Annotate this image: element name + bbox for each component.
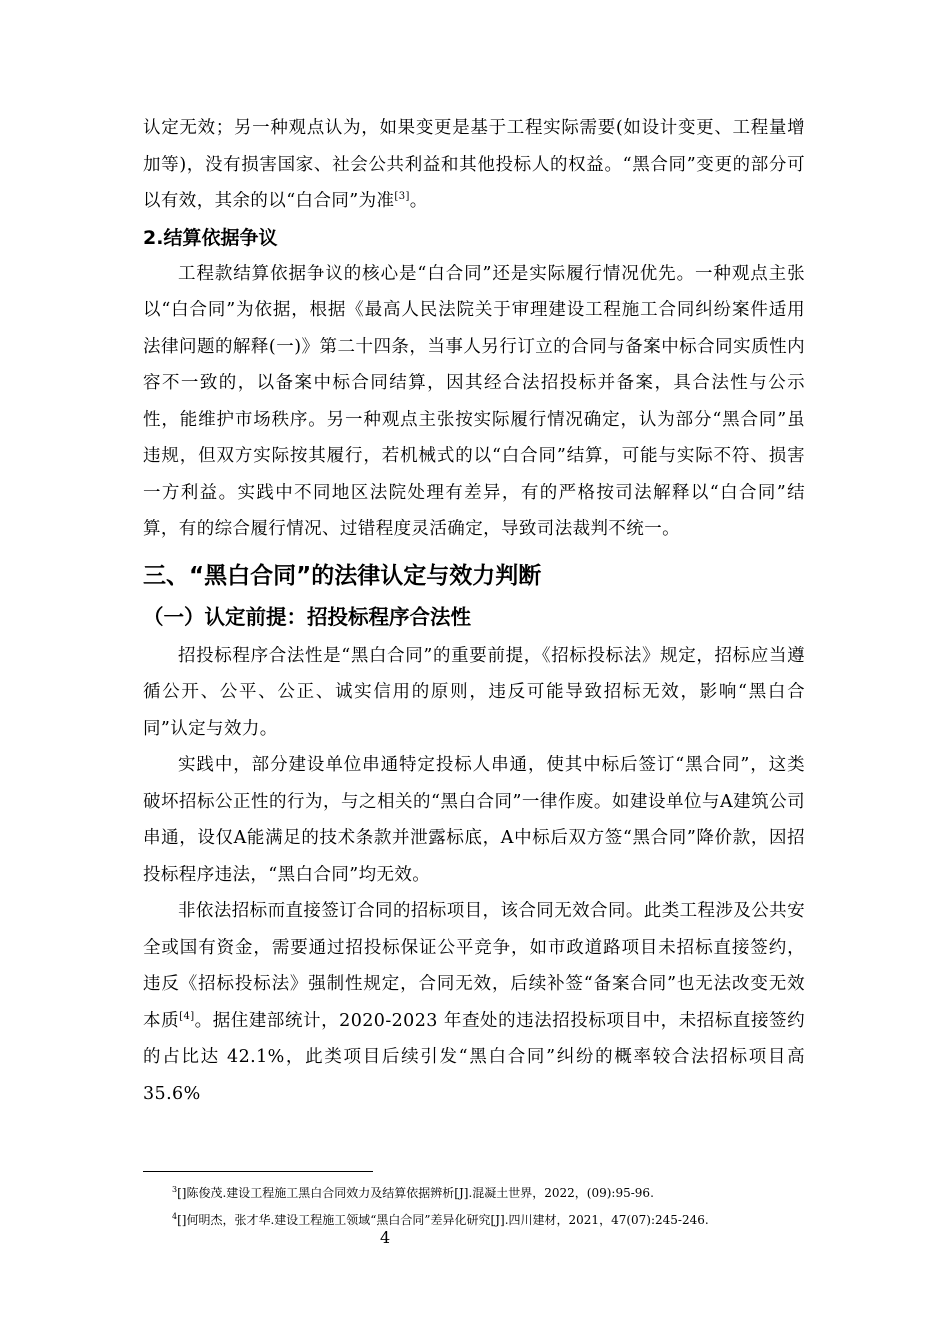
- footnote-text: []何明杰，张才华.建设工程施工领域“黑白合同”差异化研究[J].四川建材，2021，47(07):245-246.: [177, 1213, 709, 1227]
- paragraph: 招投标程序合法性是“黑白合同”的重要前提，《招标投标法》规定，招标应当遵循公开、公平、公正、诚实信用的原则，违反可能导致招标无效，影响“黑白合同”认定与效力。: [143, 645, 805, 739]
- section-heading: 三、“黑白合同”的法律认定与效力判断: [143, 562, 542, 589]
- subsection-heading: （一）认定前提：招投标程序合法性: [143, 604, 471, 629]
- footnote-number: 3: [172, 1185, 178, 1194]
- paragraph-text: 认定无效；另一种观点认为，如果变更是基于工程实际需要(如设计变更、工程量增加等)，没有损害国家、社会公共利益和其他投标人的权益。“黑合同”变更的部分可以有效，其余的以“白合同”为准: [143, 118, 805, 211]
- paragraph: 工程款结算依据争议的核心是“白合同”还是实际履行情况优先。一种观点主张以“白合同”为依据，根据《最高人民法院关于审理建设工程施工合同纠纷案件适用法律问题的解释(一)》第二十四条，当事人另行订立的合同与备案中标合同实质性内容不一致的，以备案中标合同结算，因其经合法招投标并备案，具合法性与公示性，能维护市场秩序。另一种观点主张按实际履行情况确定，认为部分“黑合同”虽违规，但双方实际按其履行，若机械式的以“白合同”结算，可能与实际不符、损害一方利益。实践中不同地区法院处理有差异，有的严格按司法解释以“白合同”结算，有的综合履行情况、过错程度灵活确定，导致司法裁判不统一。: [143, 263, 805, 539]
- footnote-number: 4: [172, 1212, 178, 1221]
- paragraph-text-end: 。: [409, 191, 428, 211]
- citation-ref: [3]: [394, 191, 410, 203]
- footnote-text: []陈俊茂.建设工程施工黑白合同效力及结算依据辨析[J].混凝土世界，2022，(09):95-96.: [177, 1186, 654, 1200]
- paragraph: [143, 110, 805, 220]
- paragraph-text: 非依法招标而直接签订合同的招标项目，该合同无效合同。此类工程涉及公共安全或国有资金，需要通过招投标保证公平竞争，如市政道路项目未招标直接签约，违反《招标投标法》强制性规定，合同无效，后续补签“备案合同”也无法改变无效本质: [143, 901, 805, 1031]
- footnotes: [172, 1180, 812, 1234]
- page-number: 4: [380, 1228, 391, 1247]
- paragraph: [143, 893, 805, 1112]
- subheading-settlement: 2.结算依据争议: [143, 226, 278, 249]
- body-text: [143, 110, 805, 1112]
- footnote-divider: [143, 1171, 373, 1172]
- citation-ref: [4]: [179, 1010, 195, 1022]
- footnote: [172, 1207, 812, 1234]
- paragraph-text-end: 。据住建部统计，2020-2023 年查处的违法招投标项目中，未招标直接签约的占比达 42.1%，此类项目后续引发“黑白合同”纠纷的概率较合法招标项目高 35.6%: [143, 1010, 805, 1104]
- footnote: [172, 1180, 812, 1207]
- paragraph: 实践中，部分建设单位串通特定投标人串通，使其中标后签订“黑合同”，这类破坏招标公正性的行为，与之相关的“黑白合同”一律作废。如建设单位与A建筑公司串通，设仅A能满足的技术条款并泄露标底，A中标后双方签“黑合同”降价款，因招投标程序违法，“黑白合同”均无效。: [143, 755, 805, 885]
